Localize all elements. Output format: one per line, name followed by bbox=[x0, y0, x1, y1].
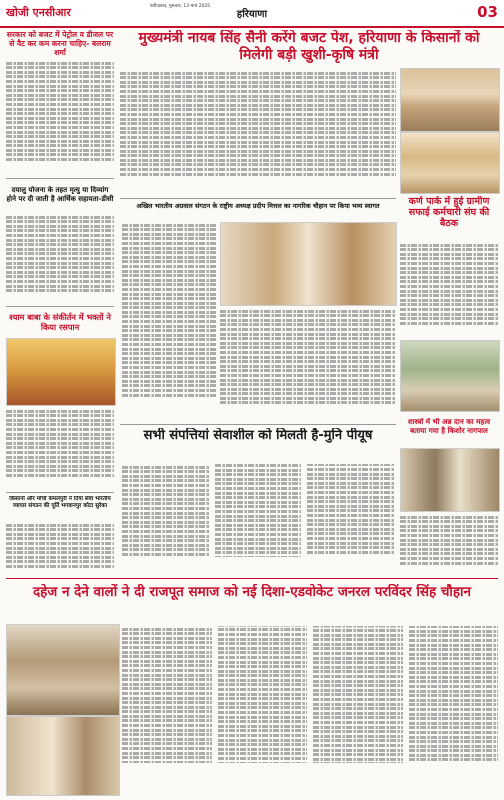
photo-main-2 bbox=[400, 132, 500, 194]
body-akhil-bharatiya bbox=[122, 222, 217, 422]
body-annadan bbox=[400, 514, 498, 574]
headline-budget-fuel: सरकार को बजट में पेट्रोल व डीजल पर से वैट कर कम करना चाहिए- बलराम शर्मा bbox=[6, 30, 114, 57]
page-number: 03 bbox=[477, 3, 498, 21]
body-dahej bbox=[122, 626, 498, 794]
photo-dahej-1 bbox=[6, 624, 120, 716]
headline-kisan-sangh: किसानों और मोर्चों कमलपुरी ने दिया सेवा भारतीय व्यापार संगठन की पूर्ति भगवानपुर कोटा सुरेका bbox=[9, 496, 111, 509]
headline-main: मुख्यमंत्री नायब सिंह सैनी करेंगे बजट पेश, हरियाणा के किसानों को मिलेगी बड़ी खुशी-कृषि मंत्री bbox=[138, 30, 480, 63]
headline-shyam-baba: श्याम बाबा के संकीर्तन में भक्तों ने किया रसपान bbox=[9, 312, 111, 332]
photo-main-1 bbox=[400, 68, 500, 132]
photo-annadan bbox=[400, 448, 500, 512]
dateline: फरीदाबाद, गुरूवार, 13 मार्च 2025 bbox=[150, 4, 211, 9]
headline-dayalu: दयालु योजना के तहत मृत्यु या दिव्यांग होने पर दी जाती है आर्थिक सहायता-डीसी bbox=[6, 186, 114, 203]
headline-muni: सभी संपत्तियां सेवाशील को मिलती है-मुनि पीयूष bbox=[143, 428, 373, 443]
body-karn-park bbox=[400, 242, 498, 337]
headline-akhil-bharatiya: अखिल भारतीय अग्रवाल संगठन के राष्ट्रीय अध्यक्ष प्रदीप मित्तल का नागरिक चौहान पर किया भव्य स्वागत bbox=[136, 202, 380, 210]
photo-dahej-2 bbox=[6, 716, 120, 796]
body-muni bbox=[122, 464, 394, 572]
photo-shyam-baba bbox=[6, 338, 116, 406]
body-main bbox=[120, 70, 396, 190]
brand-logo: खोजी एनसीआर bbox=[6, 6, 71, 19]
headline-dahej: दहेज न देने वालों ने दी राजपूत समाज को नई दिशा-एडवोकेट जनरल परविंदर सिंह चौहान bbox=[32, 584, 472, 600]
body-shyam-baba bbox=[6, 408, 114, 488]
body-budget-fuel bbox=[6, 60, 114, 175]
headline-annadan: शास्त्रों में भी अन्न दान का महत्व बताया गया है किशोर नागपाल bbox=[407, 418, 491, 435]
photo-akhil-bharatiya bbox=[220, 222, 397, 306]
photo-karn-park bbox=[400, 340, 500, 412]
body-kisan-sangh bbox=[6, 522, 114, 574]
headline-karn-park: कर्ण पार्क में हुई ग्रामीण सफाई कर्मचारी संघ की बैठक bbox=[408, 196, 490, 229]
section-title: हरियाणा bbox=[236, 9, 268, 20]
body-dayalu bbox=[6, 214, 114, 304]
body-akhil-bharatiya-2 bbox=[220, 308, 395, 420]
